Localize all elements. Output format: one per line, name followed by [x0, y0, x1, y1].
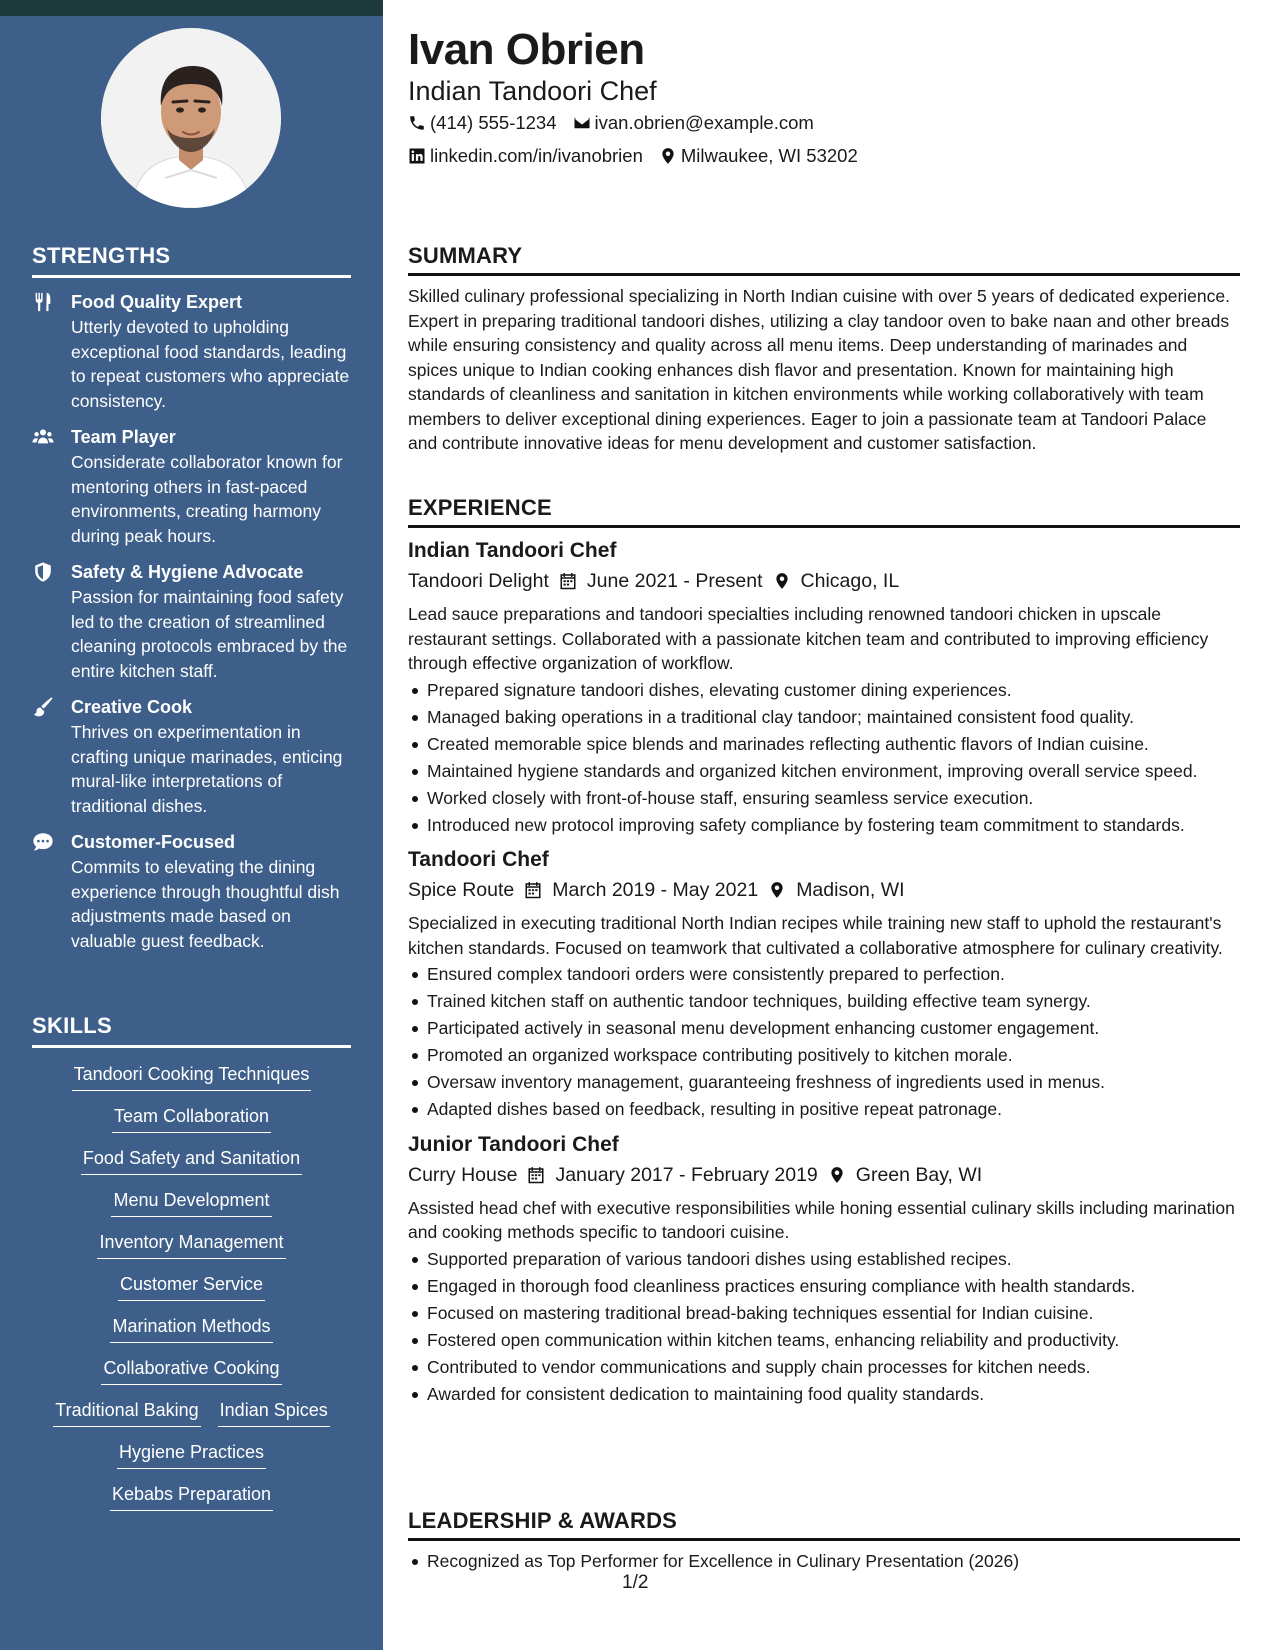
- skill-tag: Traditional Baking: [53, 1398, 200, 1427]
- job-dates: March 2019 - May 2021: [552, 879, 759, 901]
- calendar-icon: [527, 1166, 545, 1184]
- bullet-item: Adapted dishes based on feedback, resulting in positive repeat patronage.: [408, 1097, 1240, 1122]
- users-icon: [32, 426, 54, 448]
- bullet-item: Contributed to vendor communications and supply chain processes for kitchen needs.: [408, 1355, 1240, 1380]
- skill-tag: Marination Methods: [110, 1314, 272, 1343]
- comment-icon: [32, 831, 54, 853]
- job-description: Specialized in executing traditional North Indian recipes while training new staff to uphold the restaurant's kitchen standards. Focused on teamwork that cultivated a collaborative atmosphere for culinary creativity.: [408, 913, 1223, 958]
- summary-section: [408, 243, 1240, 456]
- linkedin-contact[interactable]: [408, 145, 643, 167]
- linkedin-url[interactable]: linkedin.com/in/ivanobrien: [430, 145, 643, 166]
- bullet-item: Oversaw inventory management, guaranteeing freshness of ingredients used in menus.: [408, 1070, 1240, 1095]
- job-entry: [408, 845, 1240, 1122]
- experience-heading: EXPERIENCE: [408, 495, 1240, 528]
- bullet-item: Introduced new protocol improving safety compliance by fostering team commitment to standards.: [408, 813, 1240, 838]
- map-pin-icon: [659, 147, 677, 165]
- skill-tag: Indian Spices: [218, 1398, 330, 1427]
- map-pin-icon: [773, 572, 791, 590]
- bullet-item: Promoted an organized workspace contributing positively to kitchen morale.: [408, 1043, 1240, 1068]
- job-location: Madison, WI: [796, 879, 905, 901]
- bullet-item: Supported preparation of various tandoori dishes using established recipes.: [408, 1247, 1240, 1272]
- shield-icon: [32, 561, 54, 583]
- envelope-icon: [573, 114, 591, 132]
- award-item: Recognized as Top Performer for Excellence in Culinary Presentation (2026): [408, 1549, 1240, 1574]
- bullet-item: Engaged in thorough food cleanliness practices ensuring compliance with health standards.: [408, 1274, 1240, 1299]
- job-location: Chicago, IL: [800, 570, 900, 592]
- job-description: Lead sauce preparations and tandoori specialties including renowned tandoori chicken in upscale restaurant settings. Collaborated with a passionate kitchen team and contributed to improving efficiency through effective organization of workflow.: [408, 604, 1209, 673]
- skill-tag: Customer Service: [118, 1272, 265, 1301]
- contact-row: [408, 145, 874, 167]
- bullet-item: Managed baking operations in a traditional clay tandoor; maintained consistent food quality.: [408, 705, 1240, 730]
- bullet-item: Maintained hygiene standards and organized kitchen environment, improving overall service speed.: [408, 759, 1240, 784]
- summary-heading: SUMMARY: [408, 243, 1240, 276]
- sidebar-top-bar: [0, 0, 383, 16]
- job-role: Junior Tandoori Chef: [408, 1132, 619, 1156]
- map-pin-icon: [828, 1166, 846, 1184]
- bullet-item: Worked closely with front-of-house staff, ensuring seamless service execution.: [408, 786, 1240, 811]
- phone-contact: [408, 112, 557, 134]
- strength-item: [32, 560, 351, 683]
- skill-tag: Hygiene Practices: [117, 1440, 266, 1469]
- bullet-item: Ensured complex tandoori orders were consistently prepared to perfection.: [408, 962, 1240, 987]
- skill-tag: Collaborative Cooking: [101, 1356, 281, 1385]
- summary-text: Skilled culinary professional specializing in North Indian cuisine with over 5 years of dedicated experience. Expert in preparing traditional tandoori dishes, utilizing a clay tandoor oven to bake naan and other breads while ensuring consistency and quality across all menu items. Deep understanding of marinades and spices unique to Indian cooking enhances dish flavor and presentation. Known for maintaining high standards of cleanliness and sanitation in kitchen environments while working collaboratively with team members to deliver exceptional dining experiences. Eager to join a passionate team at Tandoori Palace and contribute innovative ideas for menu development and customer satisfaction.: [408, 286, 1230, 453]
- company-name: Spice Route: [408, 879, 515, 901]
- strength-item: [32, 290, 351, 413]
- profile-photo: [101, 28, 281, 208]
- job-bullets: [408, 962, 1240, 1122]
- job-entry: [408, 536, 1240, 837]
- brush-icon: [32, 696, 54, 718]
- phone-icon: [408, 114, 426, 132]
- job-bullets: [408, 1247, 1240, 1407]
- award-list: [408, 1549, 1240, 1574]
- strength-description: Utterly devoted to upholding exceptional food standards, leading to repeat customers who appreciate consistency.: [71, 317, 350, 411]
- strengths-heading: STRENGTHS: [32, 243, 351, 278]
- utensils-icon: [32, 291, 54, 313]
- bullet-item: Trained kitchen staff on authentic tandoor techniques, building effective team synergy.: [408, 989, 1240, 1014]
- page-number: 1/2: [622, 1572, 649, 1593]
- calendar-icon: [524, 881, 542, 899]
- job-bullets: [408, 678, 1240, 838]
- bullet-item: Focused on mastering traditional bread-baking techniques essential for Indian cuisine.: [408, 1301, 1240, 1326]
- location-text: Milwaukee, WI 53202: [680, 145, 858, 166]
- skill-tag: Menu Development: [111, 1188, 271, 1217]
- strength-title: Team Player: [71, 427, 176, 447]
- job-dates: June 2021 - Present: [586, 570, 763, 592]
- skill-tag: Team Collaboration: [112, 1104, 271, 1133]
- strength-title: Creative Cook: [71, 697, 193, 717]
- calendar-icon: [559, 572, 577, 590]
- skill-tag: Kebabs Preparation: [110, 1482, 273, 1511]
- strength-description: Considerate collaborator known for mentoring others in fast-paced environments, creating harmony during peak hours.: [71, 452, 343, 546]
- skill-tag: Food Safety and Sanitation: [81, 1146, 302, 1175]
- strength-item: [32, 695, 351, 818]
- job-description: Assisted head chef with executive responsibilities while honing essential culinary skills including marination and cooking methods specific to tandoori cuisine.: [408, 1197, 1235, 1242]
- job-dates: January 2017 - February 2019: [555, 1163, 818, 1186]
- job-role: Indian Tandoori Chef: [408, 539, 617, 562]
- strength-title: Food Quality Expert: [71, 292, 243, 312]
- skill-tag: Inventory Management: [97, 1230, 285, 1259]
- leadership-heading: LEADERSHIP & AWARDS: [408, 1508, 1240, 1541]
- experience-section: [408, 495, 1240, 1409]
- email-contact[interactable]: [573, 112, 814, 134]
- job-entry: [408, 1130, 1240, 1407]
- bullet-item: Awarded for consistent dedication to maintaining food quality standards.: [408, 1382, 1240, 1407]
- leadership-section: [408, 1508, 1240, 1576]
- company-name: Tandoori Delight: [408, 570, 549, 592]
- contact-row: [408, 112, 830, 134]
- strength-item: [32, 425, 351, 548]
- job-meta: [408, 566, 1240, 596]
- location-contact: [659, 145, 858, 167]
- strengths-section: [32, 243, 351, 965]
- email-address[interactable]: ivan.obrien@example.com: [594, 112, 814, 133]
- strength-title: Safety & Hygiene Advocate: [71, 562, 304, 582]
- company-name: Curry House: [408, 1163, 518, 1186]
- job-meta: [408, 875, 1240, 905]
- bullet-item: Created memorable spice blends and marinades reflecting authentic flavors of Indian cuisine.: [408, 732, 1240, 757]
- skills-heading: SKILLS: [32, 1013, 351, 1048]
- candidate-title: Indian Tandoori Chef: [408, 76, 657, 106]
- strength-description: Passion for maintaining food safety led to the creation of streamlined cleaning protocols embraced by the entire kitchen staff.: [71, 587, 348, 681]
- bullet-item: Participated actively in seasonal menu development enhancing customer engagement.: [408, 1016, 1240, 1041]
- map-pin-icon: [768, 881, 786, 899]
- strength-title: Customer-Focused: [71, 832, 236, 852]
- job-meta: [408, 1160, 1240, 1190]
- skill-tag: Tandoori Cooking Techniques: [72, 1062, 312, 1091]
- sidebar: [0, 0, 383, 1650]
- strength-item: [32, 830, 351, 953]
- bullet-item: Prepared signature tandoori dishes, elevating customer dining experiences.: [408, 678, 1240, 703]
- candidate-name: Ivan Obrien: [408, 25, 645, 74]
- bullet-item: Fostered open communication within kitchen teams, enhancing reliability and productivity.: [408, 1328, 1240, 1353]
- linkedin-icon: [408, 147, 426, 165]
- skills-section: [32, 1013, 351, 1511]
- skill-list: [32, 1062, 351, 1511]
- job-role: Tandoori Chef: [408, 848, 549, 871]
- strength-description: Thrives on experimentation in crafting unique marinades, enticing mural-like interpretations of traditional dishes.: [71, 722, 343, 816]
- phone-number: (414) 555-1234: [430, 112, 557, 133]
- job-location: Green Bay, WI: [855, 1163, 983, 1186]
- strength-description: Commits to elevating the dining experience through thoughtful dish adjustments made based on valuable guest feedback.: [71, 857, 340, 951]
